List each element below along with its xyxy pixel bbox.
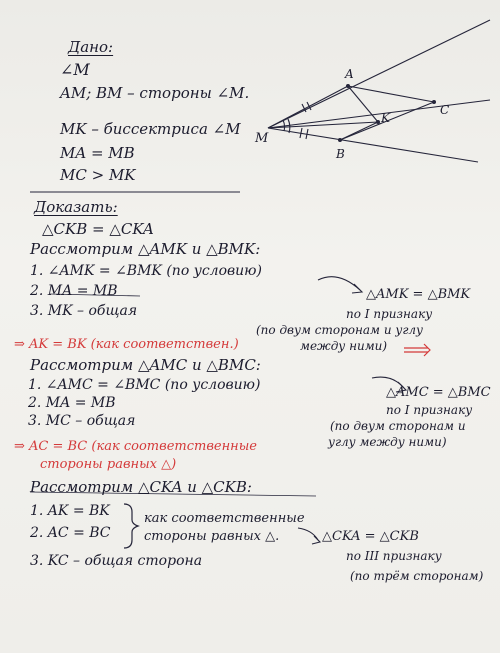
part1-item3: 3. MK – общая bbox=[30, 303, 138, 319]
part3-item3: 3. KC – общая сторона bbox=[30, 553, 203, 569]
part3-brace-note2: стороны равных △. bbox=[144, 529, 280, 544]
part1-item1: 1. ∠AMK = ∠BMK (по условию) bbox=[30, 263, 262, 279]
prove-title: Доказать: bbox=[34, 198, 118, 216]
label-a: A bbox=[345, 67, 354, 81]
part3-result-note: (по трём сторонам) bbox=[350, 569, 484, 583]
part2-result: △AMC = △BMC bbox=[386, 385, 491, 400]
part2-result-note2: углу между ними) bbox=[328, 435, 447, 449]
label-m: M bbox=[255, 131, 269, 146]
label-b: B bbox=[336, 147, 345, 161]
given-bisector: MK – биссектриса ∠M bbox=[60, 120, 241, 138]
given-greater: MC > MK bbox=[60, 166, 136, 184]
part1-red-note: ⇒ AK = BK (как соответствен.) bbox=[14, 337, 239, 352]
label-k: K bbox=[381, 111, 390, 125]
segment-ac bbox=[348, 86, 434, 102]
part1-result-note1: (по двум сторонам и углу bbox=[256, 323, 423, 337]
part3-heading: Рассмотрим △CKA и △CKB: bbox=[30, 478, 252, 496]
part3-result-sign: по III признаку bbox=[346, 549, 442, 563]
ray-mb bbox=[268, 128, 478, 162]
label-c: C bbox=[440, 103, 450, 117]
part1-result: △AMK = △BMK bbox=[366, 287, 471, 302]
part1-item2: 2. MA = MB bbox=[30, 283, 118, 299]
part3-item2: 2. AC = BC bbox=[30, 525, 111, 541]
part2-heading: Рассмотрим △AMC и △BMC: bbox=[30, 356, 261, 374]
part2-red-note1: ⇒ AC = BC (как соответственные bbox=[14, 439, 257, 454]
part2-item1: 1. ∠AMC = ∠BMC (по условию) bbox=[28, 377, 261, 393]
given-sides: AM; BM – стороны ∠M. bbox=[60, 84, 250, 102]
given-angle: ∠M bbox=[60, 60, 90, 79]
part3-result: △CKA = △CKB bbox=[322, 529, 419, 544]
part3-item1: 1. AK = BK bbox=[30, 503, 110, 519]
segment-ma bbox=[268, 86, 348, 128]
part2-red-note2: стороны равных △) bbox=[40, 457, 177, 472]
segment-ak bbox=[348, 86, 378, 122]
part2-item2: 2. MA = MB bbox=[28, 395, 116, 411]
brace-part3 bbox=[124, 504, 138, 548]
part2-result-note1: (по двум сторонам и bbox=[330, 419, 466, 433]
part1-result-note2: между ними) bbox=[300, 339, 388, 353]
part2-result-sign: по I признаку bbox=[386, 403, 473, 417]
arrow-3 bbox=[298, 528, 318, 540]
given-equal: MA = MB bbox=[60, 144, 135, 162]
ray-ma bbox=[268, 20, 490, 128]
arrow-1 bbox=[318, 277, 360, 290]
part3-brace-note1: как соответственные bbox=[144, 511, 305, 526]
part1-heading: Рассмотрим △AMK и △BMK: bbox=[30, 240, 261, 258]
part2-item3: 3. MC – общая bbox=[28, 413, 136, 429]
part1-result-sign: по I признаку bbox=[346, 307, 433, 321]
given-title: Дано: bbox=[68, 38, 114, 56]
prove-statement: △CKB = △CKA bbox=[42, 220, 154, 238]
